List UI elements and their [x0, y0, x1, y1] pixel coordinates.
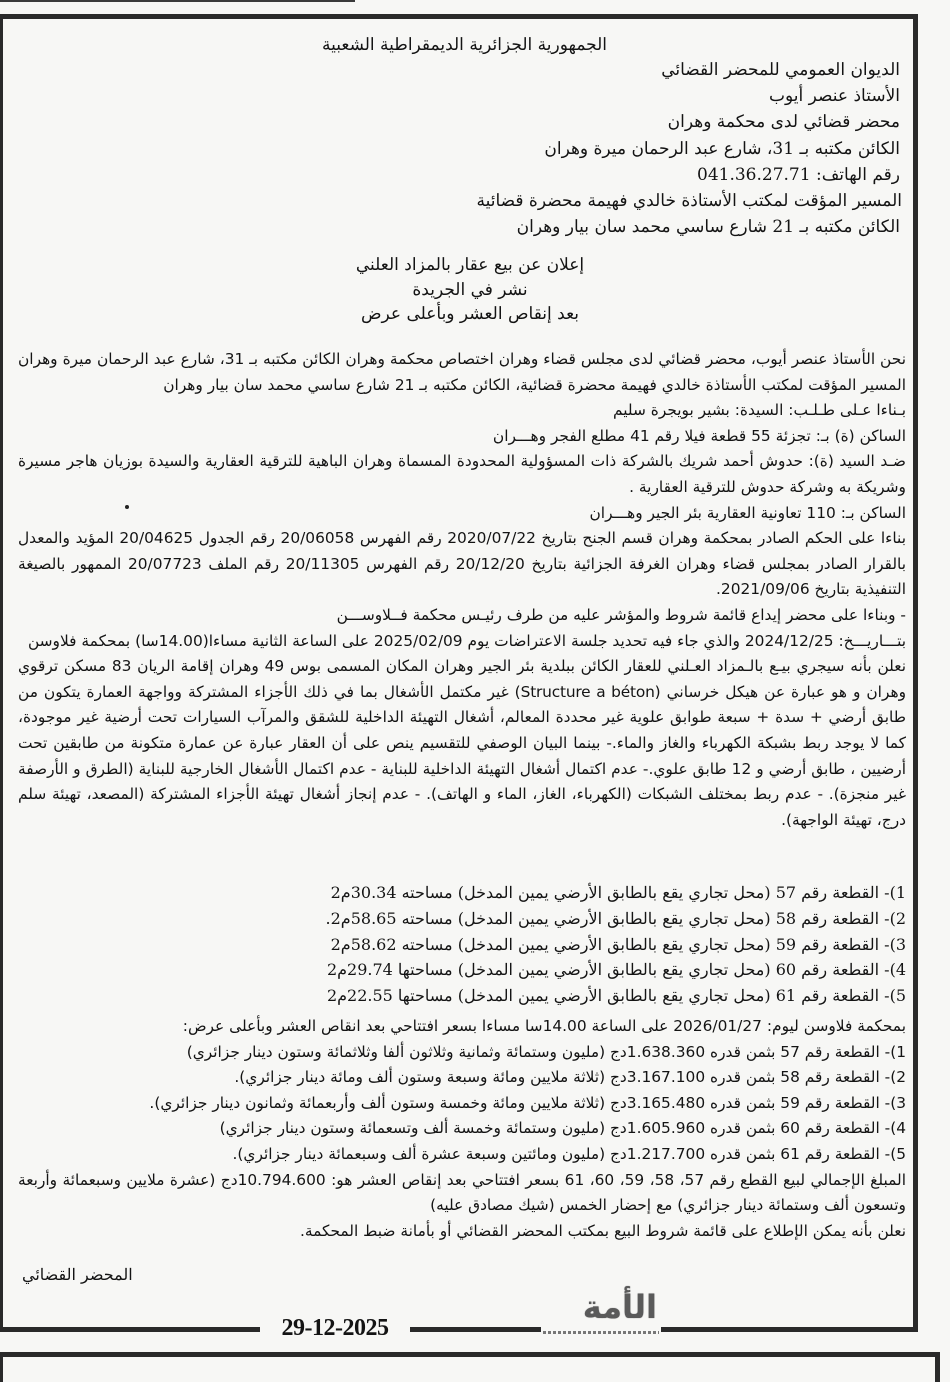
announcement-title	[330, 253, 610, 327]
bailiff-title: محضر قضائي لدى محكمة وهران	[667, 112, 900, 132]
interim-address: الكائن مكتبه بـ 21 شارع ساسي محمد سان بيار وهران	[516, 217, 900, 237]
phone-label: رقم الهاتف:	[815, 165, 900, 185]
plaintiff-residence: الساكن (ة) بـ: تجزئة 55 قطعة فيلا رقم 41 مطلع الفجر وهـــران	[492, 426, 906, 445]
logo-tagline	[543, 1331, 659, 1334]
defendant-residence: الساكن بـ: 110 تعاونية العقارية بئر الجير وهـــران	[589, 503, 906, 522]
deposit-line: - وبناءا على محضر إيداع قائمة شروط والمؤشر عليه من طرف رئيـس محكمة فــلاوســـن	[336, 605, 906, 624]
next-notice-frame	[0, 1352, 940, 1382]
newspaper-logo-icon	[541, 1284, 661, 1338]
conditions-notice: نعلن بأنه يمكن الإطلاع على قائمة شروط البيع بمكتب المحضر القضائي أو بأمانة ضبط المحكمة.	[299, 1221, 906, 1240]
lot-item: 2)- القطعة رقم 58 (محل تجاري يقع بالطابق الأرضي يمين المدخل) مساحته 58.65م2.	[325, 908, 906, 928]
logo-text: الأمة	[582, 1288, 657, 1326]
defendant-paragraph: ضـد السيد (ة): حدوش أحمد شريك بالشركة ذات المسؤولية المحدودة المسماة وهران الباهية للترقية العقارية والسيدة بوزيان هاجر مسيرة وشريكة به وشركة حدوش للترقية العقارية .	[18, 452, 906, 496]
auction-details	[18, 1014, 906, 1244]
auction-intro: بمحكمة فلاوسن ليوم: 2026/01/27 على الساعة 14.00سا مساءا بسعر افتتاحي بعد انقاص العشر وبأعلى عرض:	[182, 1017, 906, 1035]
speck	[125, 505, 129, 509]
republic-title: الجمهورية الجزائرية الديمقراطية الشعبية	[322, 35, 608, 55]
phone-number: 041.36.27.71	[697, 165, 811, 185]
price-item: 1)- القطعة رقم 57 بثمن قدره 1.638.360دج (مليون وستمائة وثمانية وثلاثون ألفا وثلاثمائة وستون دينار جزائري)	[186, 1042, 906, 1061]
top-rule	[0, 0, 355, 2]
lot-item: 1)- القطعة رقم 57 (محل تجاري يقع بالطابق الأرضي يمين المدخل) مساحته 30.34م2	[330, 883, 906, 902]
signature-label: المحضر القضائي	[22, 1265, 133, 1284]
lots-list	[326, 880, 906, 1009]
price-item: 3)- القطعة رقم 59 بثمن قدره 3.165.480دج (ثلاثة ملايين ومائة وخمسة وستون ألف وأربعمائة وثمانون دينار جزائري).	[149, 1093, 906, 1112]
bailiff-name: الأستاذ عنصر أيوب	[769, 86, 900, 106]
office-name: الديوان العمومي للمحضر القضائي	[661, 60, 900, 80]
total-amount: المبلغ الإجمالي لبيع القطع رقم 57، 58، 59، 60، 61 بسعر افتتاحي بعد إنقاص العشر هو: 10.794.600دج (عشرة ملايين وسبعمائة وأربعة وتسعون ألف وستمائة دينار جزائري) مع إحضار الخمس (شيك مصادق عليه)	[18, 1170, 906, 1215]
intro-paragraph: نحن الأستاذ عنصر أيوب، محضر قضائي لدى مجلس قضاء وهران اختصاص محكمة وهران الكائن مكتبه بـ 31، شارع عبد الرحمان ميرة وهران المسير المؤقت لمكتب الأستاذة خالدي فهيمة محضرة قضائية، الكائن مكتبه بـ 21 شارع ساسي محمد سان بيار وهران	[18, 350, 906, 394]
phone-line	[697, 163, 900, 187]
notice-body	[18, 347, 906, 833]
office-address: الكائن مكتبه بـ 31، شارع عبد الرحمان ميرة وهران	[544, 139, 900, 159]
request-line: بـناءا عـلى طـلـب: السيدة: بشير بويجرة سليم	[613, 401, 906, 420]
announcement-line-2: نشر في الجريدة	[412, 279, 528, 300]
lot-item: 4)- القطعة رقم 60 (محل تجاري يقع بالطابق الأرضي يمين المدخل) مساحتها 29.74م2	[326, 960, 906, 980]
publication-date: 29-12-2025	[260, 1313, 410, 1343]
price-item: 5)- القطعة رقم 61 بثمن قدره 1.217.700دج (مليون ومائتين وسبعة عشرة ألف وسبعمائة دينار جزائري).	[232, 1144, 906, 1163]
price-item: 4)- القطعة رقم 60 بثمن قدره 1.605.960دج (مليون وستمائة وخمسة ألف وتسعمائة وستون دينار جزائري)	[219, 1119, 906, 1138]
sale-description: نعلن بأنه سيجري بيـع بالـمزاد العـلني للعقار الكائن ببلدية بئر الجير وهران المكان المسمى بوس 49 وهران إقامة الريان 83 مسكن ترقوي وهران و هو عبارة عن هيكل خرساني (Structure a béton) غير مكتمل الأشغال بما في ذلك الأجزاء المشتركة وواجهة العمارة يتكون من طابق أرضي + سدة + سبعة طوابق علوية غير محددة المعالم، أشغال التهيئة الداخلية للشقق والمرآب السيارات تحت أرضية غير موجودة، كما لا يوجد ربط بشبكة الكهرباء والغاز والماء.- بينما البيان الوصفي للتقسيم ينص على أن العقار عبارة عن عمارة متكونة من طابقين تحت أرضيين ، طابق أرضي و 12 طابق علوي.- عدم اكتمال أشغال التهيئة الداخلية للبناية - عدم اكتمال الأشغال الخارجية للبناية (الطرق و الأرصفة غير منجزة). - عدم ربط بمختلف الشبكات (الكهرباء، الغاز، الماء و الهاتف). - عدم إنجاز أشغال تهيئة الأجزاء المشتركة (المصعد، تهيئة سلم درج، تهيئة الواجهة).	[18, 657, 906, 829]
judgment-paragraph: بناءا على الحكم الصادر بمحكمة وهران قسم الجنح بتاريخ 2020/07/22 رقم الفهرس 20/06058 رقم الجدول 20/04625 المؤيد والمعدل بالقرار الصادر بمجلس قضاء وهران الغرفة الجزائية بتاريخ 20/12/20 رقم الفهرس 20/11305 رقم الملف 20/07723 الممهور بالصيغة التنفيذية بتاريخ 2021/09/06.	[18, 529, 907, 599]
announcement-line-1: إعلان عن بيع عقار بالمزاد العلني	[355, 255, 585, 275]
interim-manager: المسير المؤقت لمكتب الأستاذة خالدي فهيمة محضرة قضائية	[476, 191, 902, 211]
lot-item: 3)- القطعة رقم 59 (محل تجاري يقع بالطابق الأرضي يمين المدخل) مساحته 58.62م2	[330, 934, 906, 954]
hearing-date-paragraph: بتـــاريـــخ: 2024/12/25 والذي جاء فيه تحديد جلسة الاعتراضات يوم 2025/02/09 على الساعة الثانية مساءا(14.00سا) بمحكمة فلاوسن	[27, 631, 906, 650]
price-item: 2)- القطعة رقم 58 بثمن قدره 3.167.100دج (ثلاثة ملايين ومائة وسبعة وستون ألف ومائة دينار جزائري).	[234, 1068, 906, 1087]
lot-item: 5)- القطعة رقم 61 (محل تجاري يقع بالطابق الأرضي يمين المدخل) مساحتها 22.55م2	[326, 986, 906, 1006]
announcement-line-3: بعد إنقاص العشر وبأعلى عرض	[360, 304, 580, 324]
